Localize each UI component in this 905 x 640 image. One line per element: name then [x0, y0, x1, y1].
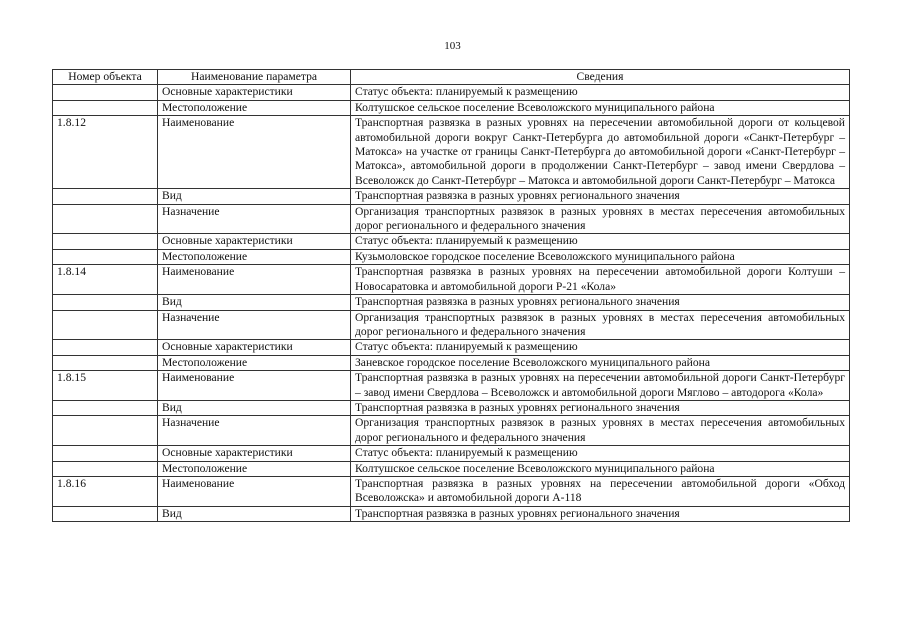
object-number-cell: 1.8.12 [53, 116, 158, 189]
object-number-cell [53, 355, 158, 370]
object-number-cell [53, 506, 158, 521]
object-number-cell [53, 446, 158, 461]
parameter-value-cell: Кузьмоловское городское поселение Всеволожского муниципального района [351, 249, 850, 264]
parameter-name-cell: Основные характеристики [158, 340, 351, 355]
parameter-value-cell: Транспортная развязка в разных уровнях на пересечении автомобильной дороги Колтуши – Новосаратовка и автомобильной дороги Р-21 «Кола» [351, 265, 850, 295]
object-parameters-table [52, 69, 850, 522]
parameter-value-cell: Статус объекта: планируемый к размещению [351, 446, 850, 461]
parameter-value-cell: Организация транспортных развязок в разных уровнях в местах пересечения автомобильных дорог регионального и федерального значения [351, 310, 850, 340]
parameter-value-cell: Колтушское сельское поселение Всеволожского муниципального района [351, 461, 850, 476]
parameter-name-cell: Вид [158, 506, 351, 521]
header-object-number: Номер объекта [53, 70, 158, 85]
table-row [53, 249, 850, 264]
parameter-name-cell: Наименование [158, 265, 351, 295]
object-number-cell [53, 400, 158, 415]
header-details: Сведения [351, 70, 850, 85]
object-number-cell [53, 416, 158, 446]
table-row [53, 400, 850, 415]
parameter-name-cell: Местоположение [158, 355, 351, 370]
parameter-name-cell: Вид [158, 189, 351, 204]
table-row [53, 340, 850, 355]
parameter-value-cell: Организация транспортных развязок в разных уровнях в местах пересечения автомобильных дорог регионального и федерального значения [351, 416, 850, 446]
parameter-value-cell: Организация транспортных развязок в разных уровнях в местах пересечения автомобильных дорог регионального и федерального значения [351, 204, 850, 234]
object-number-cell [53, 234, 158, 249]
object-number-cell [53, 189, 158, 204]
table-row [53, 371, 850, 401]
table-row [53, 461, 850, 476]
object-number-cell [53, 85, 158, 100]
object-number-cell [53, 310, 158, 340]
parameter-value-cell: Статус объекта: планируемый к размещению [351, 85, 850, 100]
parameter-value-cell: Транспортная развязка в разных уровнях на пересечении автомобильной дороги Санкт-Петербург – завод имени Свердлова – Всеволожск и автомобильной дороги Мяглово – автодорога «Кола» [351, 371, 850, 401]
table-header-row [53, 70, 850, 85]
parameter-value-cell: Заневское городское поселение Всеволожского муниципального района [351, 355, 850, 370]
table-row [53, 265, 850, 295]
object-number-cell [53, 249, 158, 264]
parameter-name-cell: Местоположение [158, 249, 351, 264]
parameter-name-cell: Наименование [158, 371, 351, 401]
parameter-value-cell: Транспортная развязка в разных уровнях регионального значения [351, 295, 850, 310]
parameter-name-cell: Вид [158, 295, 351, 310]
object-number-cell: 1.8.15 [53, 371, 158, 401]
parameter-name-cell: Основные характеристики [158, 234, 351, 249]
table-row [53, 446, 850, 461]
table-row [53, 204, 850, 234]
object-number-cell: 1.8.14 [53, 265, 158, 295]
table-row [53, 476, 850, 506]
parameter-value-cell: Колтушское сельское поселение Всеволожского муниципального района [351, 100, 850, 115]
parameter-name-cell: Назначение [158, 204, 351, 234]
parameter-name-cell: Местоположение [158, 100, 351, 115]
parameter-name-cell: Назначение [158, 310, 351, 340]
table-row [53, 416, 850, 446]
object-number-cell [53, 204, 158, 234]
table-row [53, 234, 850, 249]
parameter-name-cell: Местоположение [158, 461, 351, 476]
parameter-name-cell: Наименование [158, 476, 351, 506]
parameter-name-cell: Основные характеристики [158, 85, 351, 100]
parameter-value-cell: Транспортная развязка в разных уровнях на пересечении автомобильной дороги «Обход Всеволожска» и автомобильной дороги А-118 [351, 476, 850, 506]
table-row [53, 310, 850, 340]
page-number: 103 [444, 40, 461, 52]
parameter-value-cell: Транспортная развязка в разных уровнях на пересечении автомобильной дороги от кольцевой автомобильной дороги вокруг Санкт-Петербурга до автомобильной дороги «Санкт-Петербург – Матокса» на участке от границы Санкт-Петербурга до автомобильной дороги «Санкт-Петербург – Матокса», автомобильной дороги в продолжении Санкт-Петербург – завод имени Свердлова – Всеволожск до Санкт-Петербург – Матокса и автомобильной дороги Санкт-Петербург – Матокса [351, 116, 850, 189]
table-row [53, 506, 850, 521]
parameter-value-cell: Транспортная развязка в разных уровнях регионального значения [351, 506, 850, 521]
table-row [53, 100, 850, 115]
parameter-name-cell: Основные характеристики [158, 446, 351, 461]
parameter-value-cell: Транспортная развязка в разных уровнях регионального значения [351, 400, 850, 415]
object-number-cell [53, 340, 158, 355]
parameter-value-cell: Статус объекта: планируемый к размещению [351, 234, 850, 249]
table-row [53, 295, 850, 310]
table-row [53, 116, 850, 189]
parameter-name-cell: Вид [158, 400, 351, 415]
object-number-cell [53, 461, 158, 476]
table-row [53, 85, 850, 100]
parameter-name-cell: Назначение [158, 416, 351, 446]
table-row [53, 189, 850, 204]
object-number-cell [53, 100, 158, 115]
parameter-name-cell: Наименование [158, 116, 351, 189]
object-number-cell: 1.8.16 [53, 476, 158, 506]
parameter-value-cell: Транспортная развязка в разных уровнях регионального значения [351, 189, 850, 204]
object-number-cell [53, 295, 158, 310]
parameter-value-cell: Статус объекта: планируемый к размещению [351, 340, 850, 355]
header-parameter-name: Наименование параметра [158, 70, 351, 85]
table-row [53, 355, 850, 370]
